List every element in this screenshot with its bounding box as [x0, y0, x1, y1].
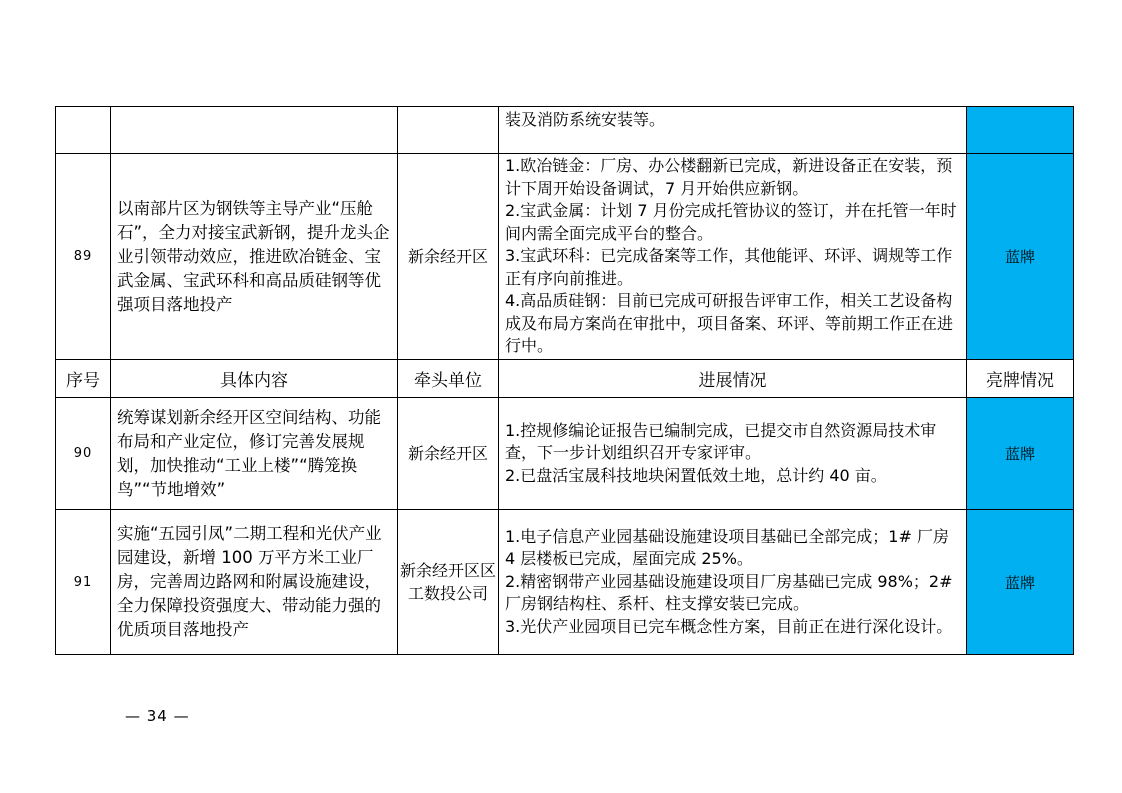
header-lead-unit: 牵头单位 [398, 360, 499, 398]
progress-item: 2.宝武金属：计划 7 月份完成托管协议的签订，并在托管一年时间内需全面完成平台的整合。 [505, 201, 957, 243]
status-badge [967, 107, 1074, 154]
header-no: 序号 [56, 360, 111, 398]
status-badge: 蓝牌 [967, 398, 1074, 510]
row-lead-unit: 新余经开区区工数投公司 [398, 510, 499, 655]
row-progress [499, 107, 967, 154]
progress-item: 2.精密钢带产业园基础设施建设项目厂房基础已完成 98%；2#厂房钢结构柱、系杆、柱支撑安装已完成。 [505, 571, 953, 614]
header-progress: 进展情况 [499, 360, 967, 398]
progress-item: 3.宝武环科：已完成备案等工作，其他能评、环评、调规等工作正有序向前推进。 [505, 246, 953, 288]
progress-item: 1.电子信息产业园基础设施建设项目基础已全部完成；1# 厂房 4 层楼板已完成，屋面完成 25%。 [505, 526, 949, 569]
table-row [56, 154, 1074, 360]
table-row [56, 510, 1074, 655]
row-progress [499, 398, 967, 510]
progress-item: 2.已盘活宝晟科技地块闲置低效土地，总计约 40 亩。 [505, 465, 887, 485]
table-row [56, 107, 1074, 154]
row-content [111, 107, 398, 154]
table-header-row [56, 360, 1074, 398]
progress-item: 1.控规修编论证报告已编制完成，已提交市自然资源局技术审查，下一步计划组织召开专家评审。 [505, 420, 937, 463]
row-lead-unit: 新余经开区 [398, 154, 499, 360]
page-number: — 34 — [125, 707, 190, 725]
row-content: 统筹谋划新余经开区空间结构、功能布局和产业定位，修订完善发展规划，加快推动“工业上楼”“腾笼换鸟”“节地增效” [111, 398, 398, 510]
progress-item: 装及消防系统安装等。 [505, 110, 666, 129]
header-badge: 亮牌情况 [967, 360, 1074, 398]
status-badge: 蓝牌 [967, 154, 1074, 360]
progress-item: 4.高品质硅钢：目前已完成可研报告评审工作，相关工艺设备构成及布局方案尚在审批中，项目备案、环评、等前期工作正在进行中。 [505, 291, 954, 356]
header-content: 具体内容 [111, 360, 398, 398]
status-badge: 蓝牌 [967, 510, 1074, 655]
progress-item: 1.欧冶链金：厂房、办公楼翻新已完成，新进设备正在安装，预计下周开始设备调试，7 月开始供应新钢。 [505, 156, 953, 198]
row-number: 91 [56, 510, 111, 655]
row-progress [499, 154, 967, 360]
row-number: 90 [56, 398, 111, 510]
row-progress [499, 510, 967, 655]
row-content: 实施“五园引凤”二期工程和光伏产业园建设，新增 100 万平方米工业厂房，完善周边路网和附属设施建设，全力保障投资强度大、带动能力强的优质项目落地投产 [111, 510, 398, 655]
table-row [56, 398, 1074, 510]
progress-table [55, 106, 1074, 655]
row-content: 以南部片区为钢铁等主导产业“压舱石”，全力对接宝武新钢，提升龙头企业引领带动效应，推进欧冶链金、宝武金属、宝武环科和高品质硅钢等优强项目落地投产 [111, 154, 398, 360]
row-number: 89 [56, 154, 111, 360]
row-lead-unit: 新余经开区 [398, 398, 499, 510]
row-number [56, 107, 111, 154]
progress-item: 3.光伏产业园项目已完车概念性方案，目前正在进行深化设计。 [505, 616, 953, 636]
row-lead-unit [398, 107, 499, 154]
